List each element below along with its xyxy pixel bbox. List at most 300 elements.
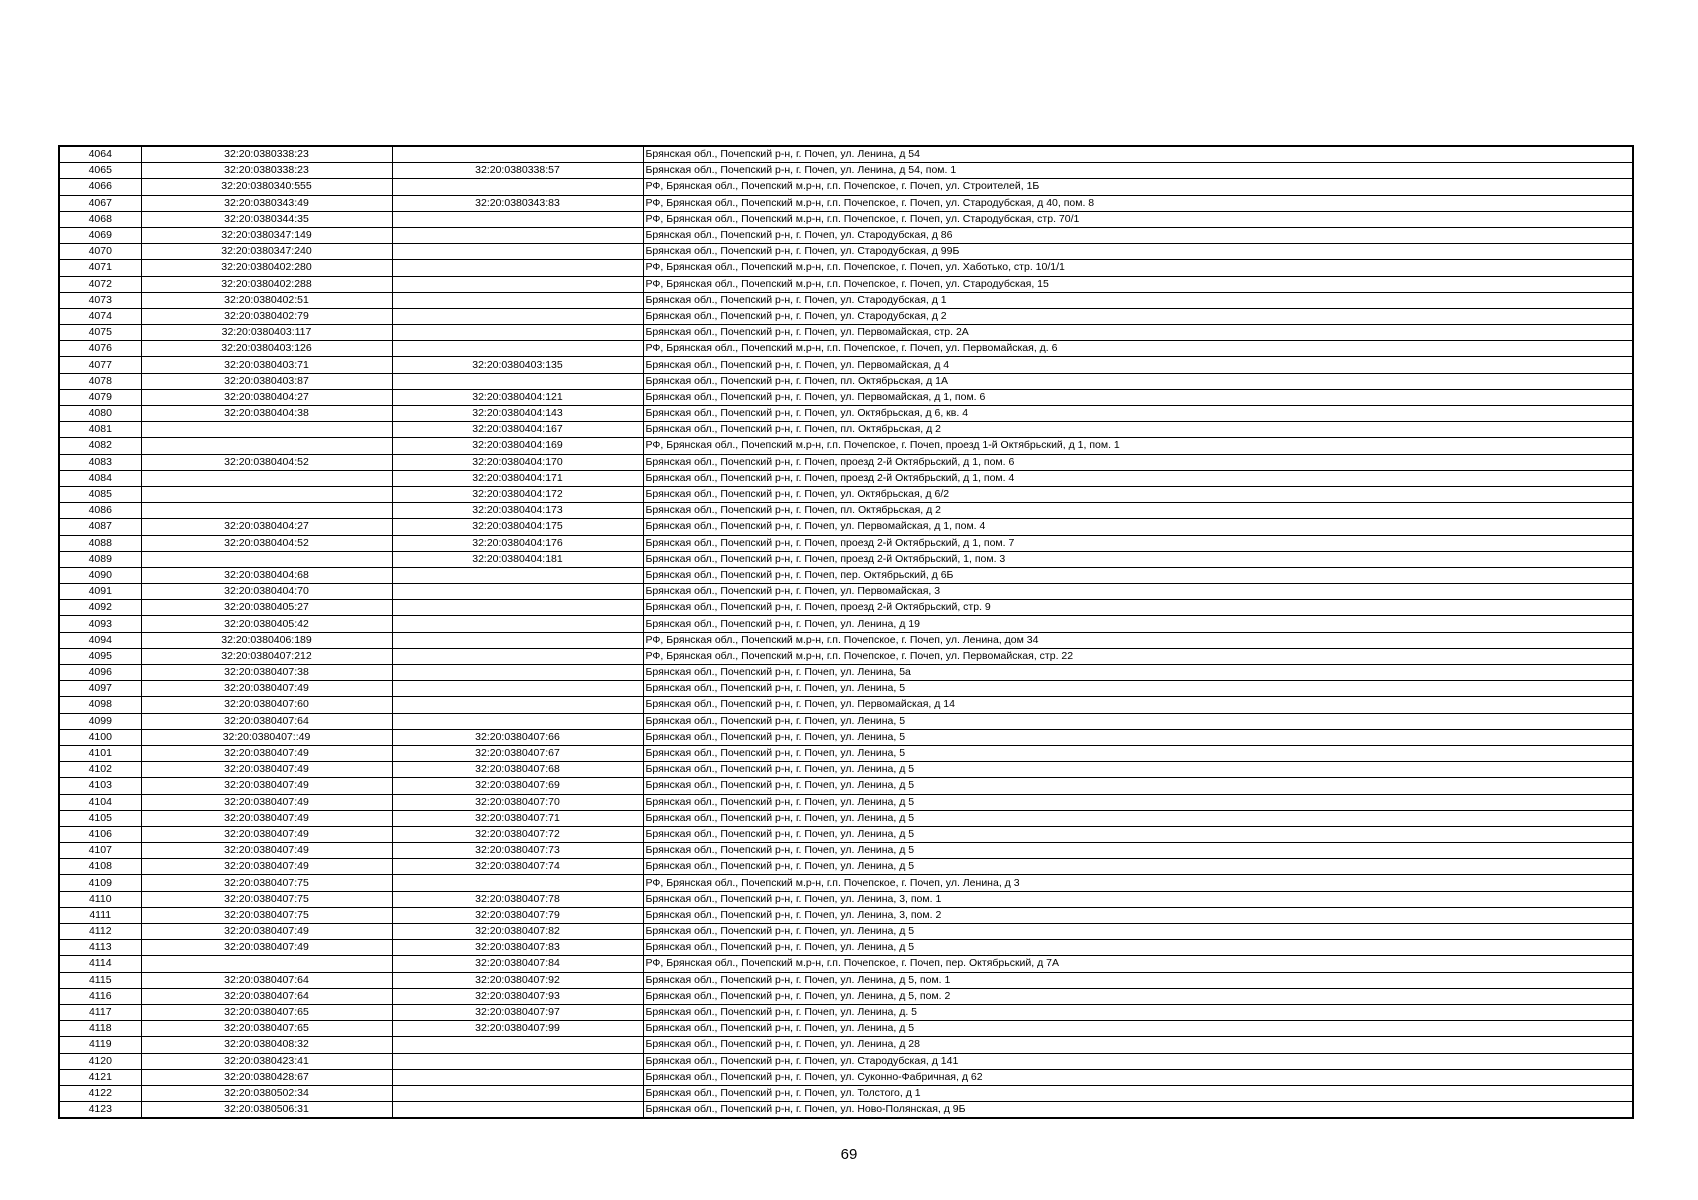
address-cell: Брянская обл., Почепский р-н, г. Почеп, ул. Ленина, д 5 [643, 924, 1633, 940]
object-cadastral-number-cell [392, 276, 643, 292]
address-cell: Брянская обл., Почепский р-н, г. Почеп, ул. Стародубская, д 86 [643, 227, 1633, 243]
object-cadastral-number-cell: 32:20:0380407:99 [392, 1021, 643, 1037]
table-row [59, 227, 1633, 243]
object-cadastral-number-cell: 32:20:0380407:79 [392, 907, 643, 923]
object-cadastral-number-cell: 32:20:0380407:97 [392, 1004, 643, 1020]
object-cadastral-number-cell: 32:20:0380404:171 [392, 470, 643, 486]
address-cell: Брянская обл., Почепский р-н, г. Почеп, ул. Первомайская, д 14 [643, 697, 1633, 713]
table-row [59, 195, 1633, 211]
table-row [59, 665, 1633, 681]
table-row [59, 292, 1633, 308]
object-cadastral-number-cell [392, 179, 643, 195]
address-cell: Брянская обл., Почепский р-н, г. Почеп, ул. Ленина, д 5 [643, 843, 1633, 859]
parcel-cadastral-number-cell [141, 438, 392, 454]
table-row [59, 697, 1633, 713]
row-number-cell: 4081 [59, 422, 141, 438]
row-number-cell: 4072 [59, 276, 141, 292]
object-cadastral-number-cell: 32:20:0380407:78 [392, 891, 643, 907]
object-cadastral-number-cell: 32:20:0380407:84 [392, 956, 643, 972]
parcel-cadastral-number-cell: 32:20:0380338:23 [141, 163, 392, 179]
row-number-cell: 4121 [59, 1069, 141, 1085]
address-cell: РФ, Брянская обл., Почепский м.р-н, г.п. Почепское, г. Почеп, пер. Октябрьский, д 7А [643, 956, 1633, 972]
table-row [59, 794, 1633, 810]
parcel-cadastral-number-cell: 32:20:0380407:49 [141, 810, 392, 826]
parcel-cadastral-number-cell: 32:20:0380402:288 [141, 276, 392, 292]
row-number-cell: 4099 [59, 713, 141, 729]
object-cadastral-number-cell [392, 665, 643, 681]
object-cadastral-number-cell [392, 244, 643, 260]
object-cadastral-number-cell: 32:20:0380404:167 [392, 422, 643, 438]
table-row [59, 778, 1633, 794]
address-cell: РФ, Брянская обл., Почепский м.р-н, г.п. Почепское, г. Почеп, ул. Хаботько, стр. 10/1/1 [643, 260, 1633, 276]
row-number-cell: 4116 [59, 988, 141, 1004]
address-cell: Брянская обл., Почепский р-н, г. Почеп, ул. Ленина, д 5, пом. 2 [643, 988, 1633, 1004]
object-cadastral-number-cell: 32:20:0380407:71 [392, 810, 643, 826]
row-number-cell: 4083 [59, 454, 141, 470]
parcel-cadastral-number-cell: 32:20:0380407:49 [141, 681, 392, 697]
address-cell: РФ, Брянская обл., Почепский м.р-н, г.п. Почепское, г. Почеп, ул. Первомайская, стр. 22 [643, 648, 1633, 664]
table-row [59, 373, 1633, 389]
object-cadastral-number-cell: 32:20:0380404:172 [392, 486, 643, 502]
register-table-body [59, 146, 1633, 1118]
parcel-cadastral-number-cell: 32:20:0380407:49 [141, 778, 392, 794]
parcel-cadastral-number-cell: 32:20:0380407:49 [141, 794, 392, 810]
object-cadastral-number-cell: 32:20:0380407:74 [392, 859, 643, 875]
parcel-cadastral-number-cell: 32:20:0380407:49 [141, 940, 392, 956]
parcel-cadastral-number-cell: 32:20:0380407:49 [141, 843, 392, 859]
table-row [59, 1021, 1633, 1037]
parcel-cadastral-number-cell: 32:20:0380402:51 [141, 292, 392, 308]
address-cell: Брянская обл., Почепский р-н, г. Почеп, ул. Ленина, д 54 [643, 146, 1633, 163]
parcel-cadastral-number-cell: 32:20:0380403:126 [141, 341, 392, 357]
table-row [59, 972, 1633, 988]
object-cadastral-number-cell [392, 1085, 643, 1101]
parcel-cadastral-number-cell: 32:20:0380407:65 [141, 1021, 392, 1037]
row-number-cell: 4068 [59, 211, 141, 227]
table-row [59, 940, 1633, 956]
table-row [59, 745, 1633, 761]
row-number-cell: 4102 [59, 762, 141, 778]
row-number-cell: 4089 [59, 551, 141, 567]
parcel-cadastral-number-cell: 32:20:0380407:64 [141, 713, 392, 729]
table-row [59, 875, 1633, 891]
row-number-cell: 4091 [59, 584, 141, 600]
table-row [59, 244, 1633, 260]
address-cell: Брянская обл., Почепский р-н, г. Почеп, ул. Ленина, д. 5 [643, 1004, 1633, 1020]
address-cell: РФ, Брянская обл., Почепский м.р-н, г.п. Почепское, г. Почеп, проезд 1-й Октябрьский, д 1, пом. 1 [643, 438, 1633, 454]
table-row [59, 810, 1633, 826]
object-cadastral-number-cell: 32:20:0380407:72 [392, 826, 643, 842]
parcel-cadastral-number-cell: 32:20:0380404:52 [141, 535, 392, 551]
row-number-cell: 4065 [59, 163, 141, 179]
table-row [59, 632, 1633, 648]
address-cell: Брянская обл., Почепский р-н, г. Почеп, ул. Ленина, д 54, пом. 1 [643, 163, 1633, 179]
row-number-cell: 4115 [59, 972, 141, 988]
object-cadastral-number-cell: 32:20:0380407:66 [392, 729, 643, 745]
address-cell: Брянская обл., Почепский р-н, г. Почеп, ул. Ленина, д 5 [643, 794, 1633, 810]
object-cadastral-number-cell [392, 1053, 643, 1069]
parcel-cadastral-number-cell: 32:20:0380408:32 [141, 1037, 392, 1053]
address-cell: Брянская обл., Почепский р-н, г. Почеп, ул. Ленина, 3, пом. 1 [643, 891, 1633, 907]
object-cadastral-number-cell [392, 1102, 643, 1119]
object-cadastral-number-cell [392, 1037, 643, 1053]
row-number-cell: 4114 [59, 956, 141, 972]
parcel-cadastral-number-cell: 32:20:0380347:240 [141, 244, 392, 260]
address-cell: Брянская обл., Почепский р-н, г. Почеп, ул. Октябрьская, д 6, кв. 4 [643, 406, 1633, 422]
object-cadastral-number-cell: 32:20:0380407:93 [392, 988, 643, 1004]
table-row [59, 681, 1633, 697]
address-cell: РФ, Брянская обл., Почепский м.р-н, г.п. Почепское, г. Почеп, ул. Строителей, 1Б [643, 179, 1633, 195]
address-cell: Брянская обл., Почепский р-н, г. Почеп, ул. Ленина, д 5 [643, 762, 1633, 778]
row-number-cell: 4117 [59, 1004, 141, 1020]
address-cell: РФ, Брянская обл., Почепский м.р-н, г.п. Почепское, г. Почеп, ул. Стародубская, стр. 70/1 [643, 211, 1633, 227]
parcel-cadastral-number-cell: 32:20:0380402:79 [141, 308, 392, 324]
parcel-cadastral-number-cell: 32:20:0380407:65 [141, 1004, 392, 1020]
object-cadastral-number-cell: 32:20:0380404:143 [392, 406, 643, 422]
row-number-cell: 4123 [59, 1102, 141, 1119]
parcel-cadastral-number-cell: 32:20:0380502:34 [141, 1085, 392, 1101]
object-cadastral-number-cell [392, 875, 643, 891]
address-cell: Брянская обл., Почепский р-н, г. Почеп, ул. Ленина, д 5 [643, 810, 1633, 826]
object-cadastral-number-cell [392, 616, 643, 632]
parcel-cadastral-number-cell [141, 470, 392, 486]
table-row [59, 600, 1633, 616]
address-cell: Брянская обл., Почепский р-н, г. Почеп, проезд 2-й Октябрьский, д 1, пом. 4 [643, 470, 1633, 486]
row-number-cell: 4119 [59, 1037, 141, 1053]
row-number-cell: 4096 [59, 665, 141, 681]
row-number-cell: 4110 [59, 891, 141, 907]
address-cell: Брянская обл., Почепский р-н, г. Почеп, ул. Суконно-Фабричная, д 62 [643, 1069, 1633, 1085]
address-cell: Брянская обл., Почепский р-н, г. Почеп, ул. Ленина, 3, пом. 2 [643, 907, 1633, 923]
object-cadastral-number-cell [392, 1069, 643, 1085]
row-number-cell: 4073 [59, 292, 141, 308]
table-row [59, 616, 1633, 632]
address-cell: Брянская обл., Почепский р-н, г. Почеп, ул. Толстого, д 1 [643, 1085, 1633, 1101]
table-row [59, 454, 1633, 470]
row-number-cell: 4109 [59, 875, 141, 891]
address-cell: РФ, Брянская обл., Почепский м.р-н, г.п. Почепское, г. Почеп, ул. Стародубская, д 40, пом. 8 [643, 195, 1633, 211]
address-cell: Брянская обл., Почепский р-н, г. Почеп, ул. Октябрьская, д 6/2 [643, 486, 1633, 502]
address-cell: Брянская обл., Почепский р-н, г. Почеп, ул. Ленина, д 5 [643, 778, 1633, 794]
table-row [59, 325, 1633, 341]
parcel-cadastral-number-cell: 32:20:0380405:27 [141, 600, 392, 616]
table-row [59, 1053, 1633, 1069]
address-cell: Брянская обл., Почепский р-н, г. Почеп, ул. Ленина, 5а [643, 665, 1633, 681]
parcel-cadastral-number-cell: 32:20:0380407:49 [141, 924, 392, 940]
parcel-cadastral-number-cell: 32:20:0380407:38 [141, 665, 392, 681]
row-number-cell: 4066 [59, 179, 141, 195]
address-cell: Брянская обл., Почепский р-н, г. Почеп, ул. Первомайская, д 4 [643, 357, 1633, 373]
address-cell: Брянская обл., Почепский р-н, г. Почеп, ул. Ленина, д 28 [643, 1037, 1633, 1053]
address-cell: Брянская обл., Почепский р-н, г. Почеп, ул. Ленина, 5 [643, 681, 1633, 697]
parcel-cadastral-number-cell [141, 551, 392, 567]
table-row [59, 843, 1633, 859]
object-cadastral-number-cell: 32:20:0380404:176 [392, 535, 643, 551]
parcel-cadastral-number-cell [141, 503, 392, 519]
row-number-cell: 4103 [59, 778, 141, 794]
table-row [59, 341, 1633, 357]
object-cadastral-number-cell [392, 567, 643, 583]
parcel-cadastral-number-cell: 32:20:0380407:49 [141, 745, 392, 761]
parcel-cadastral-number-cell: 32:20:0380404:27 [141, 389, 392, 405]
table-row [59, 1004, 1633, 1020]
parcel-cadastral-number-cell: 32:20:0380406:189 [141, 632, 392, 648]
row-number-cell: 4084 [59, 470, 141, 486]
table-row [59, 859, 1633, 875]
address-cell: Брянская обл., Почепский р-н, г. Почеп, ул. Ленина, д 5 [643, 1021, 1633, 1037]
row-number-cell: 4097 [59, 681, 141, 697]
row-number-cell: 4067 [59, 195, 141, 211]
object-cadastral-number-cell [392, 211, 643, 227]
object-cadastral-number-cell [392, 600, 643, 616]
address-cell: Брянская обл., Почепский р-н, г. Почеп, ул. Ленина, д 5 [643, 940, 1633, 956]
address-cell: Брянская обл., Почепский р-н, г. Почеп, проезд 2-й Октябрьский, д 1, пом. 7 [643, 535, 1633, 551]
parcel-cadastral-number-cell: 32:20:0380404:70 [141, 584, 392, 600]
row-number-cell: 4085 [59, 486, 141, 502]
address-cell: Брянская обл., Почепский р-н, г. Почеп, ул. Первомайская, стр. 2А [643, 325, 1633, 341]
parcel-cadastral-number-cell: 32:20:0380403:117 [141, 325, 392, 341]
object-cadastral-number-cell [392, 260, 643, 276]
object-cadastral-number-cell: 32:20:0380343:83 [392, 195, 643, 211]
address-cell: Брянская обл., Почепский р-н, г. Почеп, ул. Стародубская, д 99Б [643, 244, 1633, 260]
parcel-cadastral-number-cell: 32:20:0380428:67 [141, 1069, 392, 1085]
row-number-cell: 4122 [59, 1085, 141, 1101]
address-cell: Брянская обл., Почепский р-н, г. Почеп, ул. Стародубская, д 2 [643, 308, 1633, 324]
table-row [59, 924, 1633, 940]
parcel-cadastral-number-cell: 32:20:0380405:42 [141, 616, 392, 632]
row-number-cell: 4107 [59, 843, 141, 859]
row-number-cell: 4088 [59, 535, 141, 551]
table-row [59, 163, 1633, 179]
parcel-cadastral-number-cell: 32:20:0380407:75 [141, 875, 392, 891]
parcel-cadastral-number-cell: 32:20:0380343:49 [141, 195, 392, 211]
parcel-cadastral-number-cell: 32:20:0380340:555 [141, 179, 392, 195]
address-cell: Брянская обл., Почепский р-н, г. Почеп, ул. Ленина, 5 [643, 745, 1633, 761]
row-number-cell: 4076 [59, 341, 141, 357]
row-number-cell: 4071 [59, 260, 141, 276]
address-cell: Брянская обл., Почепский р-н, г. Почеп, ул. Первомайская, д 1, пом. 6 [643, 389, 1633, 405]
row-number-cell: 4092 [59, 600, 141, 616]
object-cadastral-number-cell: 32:20:0380407:82 [392, 924, 643, 940]
table-row [59, 584, 1633, 600]
row-number-cell: 4070 [59, 244, 141, 260]
table-row [59, 470, 1633, 486]
table-row [59, 260, 1633, 276]
table-row [59, 1069, 1633, 1085]
address-cell: Брянская обл., Почепский р-н, г. Почеп, ул. Ленина, 5 [643, 729, 1633, 745]
address-cell: Брянская обл., Почепский р-н, г. Почеп, ул. Ленина, д 19 [643, 616, 1633, 632]
row-number-cell: 4079 [59, 389, 141, 405]
parcel-cadastral-number-cell: 32:20:0380404:68 [141, 567, 392, 583]
object-cadastral-number-cell [392, 227, 643, 243]
parcel-cadastral-number-cell: 32:20:0380404:38 [141, 406, 392, 422]
table-row [59, 648, 1633, 664]
row-number-cell: 4069 [59, 227, 141, 243]
row-number-cell: 4104 [59, 794, 141, 810]
row-number-cell: 4113 [59, 940, 141, 956]
object-cadastral-number-cell: 32:20:0380404:181 [392, 551, 643, 567]
parcel-cadastral-number-cell: 32:20:0380403:71 [141, 357, 392, 373]
row-number-cell: 4105 [59, 810, 141, 826]
table-row [59, 1102, 1633, 1119]
parcel-cadastral-number-cell: 32:20:0380407:49 [141, 826, 392, 842]
parcel-cadastral-number-cell: 32:20:0380407:60 [141, 697, 392, 713]
object-cadastral-number-cell: 32:20:0380407:73 [392, 843, 643, 859]
parcel-cadastral-number-cell: 32:20:0380423:41 [141, 1053, 392, 1069]
row-number-cell: 4074 [59, 308, 141, 324]
address-cell: Брянская обл., Почепский р-н, г. Почеп, ул. Стародубская, д 1 [643, 292, 1633, 308]
row-number-cell: 4080 [59, 406, 141, 422]
object-cadastral-number-cell: 32:20:0380338:57 [392, 163, 643, 179]
table-row [59, 308, 1633, 324]
table-row [59, 535, 1633, 551]
address-cell: РФ, Брянская обл., Почепский м.р-н, г.п. Почепское, г. Почеп, ул. Ленина, д 3 [643, 875, 1633, 891]
object-cadastral-number-cell: 32:20:0380404:121 [392, 389, 643, 405]
object-cadastral-number-cell [392, 697, 643, 713]
row-number-cell: 4064 [59, 146, 141, 163]
row-number-cell: 4108 [59, 859, 141, 875]
table-row [59, 389, 1633, 405]
parcel-cadastral-number-cell: 32:20:0380407:75 [141, 891, 392, 907]
parcel-cadastral-number-cell: 32:20:0380407:64 [141, 988, 392, 1004]
object-cadastral-number-cell [392, 292, 643, 308]
page-number: 69 [840, 1146, 858, 1163]
row-number-cell: 4090 [59, 567, 141, 583]
parcel-cadastral-number-cell [141, 422, 392, 438]
object-cadastral-number-cell: 32:20:0380404:170 [392, 454, 643, 470]
parcel-cadastral-number-cell: 32:20:0380347:149 [141, 227, 392, 243]
parcel-cadastral-number-cell: 32:20:0380402:280 [141, 260, 392, 276]
address-cell: РФ, Брянская обл., Почепский м.р-н, г.п. Почепское, г. Почеп, ул. Стародубская, 15 [643, 276, 1633, 292]
table-row [59, 551, 1633, 567]
parcel-cadastral-number-cell: 32:20:0380506:31 [141, 1102, 392, 1119]
object-cadastral-number-cell: 32:20:0380404:175 [392, 519, 643, 535]
object-cadastral-number-cell: 32:20:0380404:173 [392, 503, 643, 519]
object-cadastral-number-cell: 32:20:0380407:92 [392, 972, 643, 988]
object-cadastral-number-cell [392, 713, 643, 729]
table-row [59, 486, 1633, 502]
row-number-cell: 4077 [59, 357, 141, 373]
address-cell: Брянская обл., Почепский р-н, г. Почеп, ул. Стародубская, д 141 [643, 1053, 1633, 1069]
row-number-cell: 4093 [59, 616, 141, 632]
parcel-cadastral-number-cell: 32:20:0380338:23 [141, 146, 392, 163]
object-cadastral-number-cell [392, 341, 643, 357]
object-cadastral-number-cell: 32:20:0380407:69 [392, 778, 643, 794]
object-cadastral-number-cell [392, 648, 643, 664]
object-cadastral-number-cell [392, 308, 643, 324]
address-cell: Брянская обл., Почепский р-н, г. Почеп, пл. Октябрьская, д 2 [643, 503, 1633, 519]
row-number-cell: 4078 [59, 373, 141, 389]
parcel-cadastral-number-cell [141, 486, 392, 502]
address-cell: Брянская обл., Почепский р-н, г. Почеп, пл. Октябрьская, д 1А [643, 373, 1633, 389]
table-row [59, 762, 1633, 778]
object-cadastral-number-cell [392, 146, 643, 163]
row-number-cell: 4111 [59, 907, 141, 923]
address-cell: Брянская обл., Почепский р-н, г. Почеп, проезд 2-й Октябрьский, стр. 9 [643, 600, 1633, 616]
table-row [59, 179, 1633, 195]
address-cell: Брянская обл., Почепский р-н, г. Почеп, ул. Ново-Полянская, д 9Б [643, 1102, 1633, 1119]
parcel-cadastral-number-cell: 32:20:0380404:52 [141, 454, 392, 470]
object-cadastral-number-cell: 32:20:0380403:135 [392, 357, 643, 373]
address-cell: Брянская обл., Почепский р-н, г. Почеп, пер. Октябрьский, д 6Б [643, 567, 1633, 583]
row-number-cell: 4112 [59, 924, 141, 940]
object-cadastral-number-cell [392, 584, 643, 600]
parcel-cadastral-number-cell [141, 956, 392, 972]
address-cell: Брянская обл., Почепский р-н, г. Почеп, ул. Первомайская, 3 [643, 584, 1633, 600]
table-row [59, 438, 1633, 454]
parcel-cadastral-number-cell: 32:20:0380407:64 [141, 972, 392, 988]
row-number-cell: 4087 [59, 519, 141, 535]
address-cell: Брянская обл., Почепский р-н, г. Почеп, проезд 2-й Октябрьский, д 1, пом. 6 [643, 454, 1633, 470]
row-number-cell: 4082 [59, 438, 141, 454]
row-number-cell: 4086 [59, 503, 141, 519]
table-row [59, 1085, 1633, 1101]
table-row [59, 146, 1633, 163]
address-cell: РФ, Брянская обл., Почепский м.р-н, г.п. Почепское, г. Почеп, ул. Первомайская, д. 6 [643, 341, 1633, 357]
table-row [59, 276, 1633, 292]
parcel-cadastral-number-cell: 32:20:0380344:35 [141, 211, 392, 227]
object-cadastral-number-cell: 32:20:0380407:70 [392, 794, 643, 810]
address-cell: Брянская обл., Почепский р-н, г. Почеп, ул. Ленина, д 5, пом. 1 [643, 972, 1633, 988]
object-cadastral-number-cell [392, 373, 643, 389]
address-cell: Брянская обл., Почепский р-н, г. Почеп, ул. Ленина, д 5 [643, 826, 1633, 842]
row-number-cell: 4075 [59, 325, 141, 341]
object-cadastral-number-cell: 32:20:0380407:67 [392, 745, 643, 761]
parcel-cadastral-number-cell: 32:20:0380407:49 [141, 859, 392, 875]
row-number-cell: 4106 [59, 826, 141, 842]
object-cadastral-number-cell: 32:20:0380404:169 [392, 438, 643, 454]
property-register-table [58, 145, 1634, 1119]
object-cadastral-number-cell: 32:20:0380407:83 [392, 940, 643, 956]
parcel-cadastral-number-cell: 32:20:0380407:212 [141, 648, 392, 664]
address-cell: Брянская обл., Почепский р-н, г. Почеп, ул. Ленина, 5 [643, 713, 1633, 729]
address-cell: Брянская обл., Почепский р-н, г. Почеп, ул. Ленина, д 5 [643, 859, 1633, 875]
table-row [59, 422, 1633, 438]
table-row [59, 956, 1633, 972]
table-row [59, 357, 1633, 373]
row-number-cell: 4120 [59, 1053, 141, 1069]
table-row [59, 988, 1633, 1004]
table-row [59, 907, 1633, 923]
table-row [59, 503, 1633, 519]
object-cadastral-number-cell [392, 325, 643, 341]
table-row [59, 891, 1633, 907]
address-cell: Брянская обл., Почепский р-н, г. Почеп, проезд 2-й Октябрьский, 1, пом. 3 [643, 551, 1633, 567]
object-cadastral-number-cell: 32:20:0380407:68 [392, 762, 643, 778]
table-row [59, 519, 1633, 535]
parcel-cadastral-number-cell: 32:20:0380403:87 [141, 373, 392, 389]
object-cadastral-number-cell [392, 632, 643, 648]
table-row [59, 406, 1633, 422]
row-number-cell: 4100 [59, 729, 141, 745]
row-number-cell: 4095 [59, 648, 141, 664]
table-row [59, 567, 1633, 583]
row-number-cell: 4098 [59, 697, 141, 713]
parcel-cadastral-number-cell: 32:20:0380404:27 [141, 519, 392, 535]
table-row [59, 713, 1633, 729]
row-number-cell: 4101 [59, 745, 141, 761]
row-number-cell: 4118 [59, 1021, 141, 1037]
table-row [59, 826, 1633, 842]
address-cell: Брянская обл., Почепский р-н, г. Почеп, ул. Первомайская, д 1, пом. 4 [643, 519, 1633, 535]
object-cadastral-number-cell [392, 681, 643, 697]
parcel-cadastral-number-cell: 32:20:0380407::49 [141, 729, 392, 745]
address-cell: РФ, Брянская обл., Почепский м.р-н, г.п. Почепское, г. Почеп, ул. Ленина, дом 34 [643, 632, 1633, 648]
table-row [59, 1037, 1633, 1053]
row-number-cell: 4094 [59, 632, 141, 648]
parcel-cadastral-number-cell: 32:20:0380407:75 [141, 907, 392, 923]
table-row [59, 729, 1633, 745]
